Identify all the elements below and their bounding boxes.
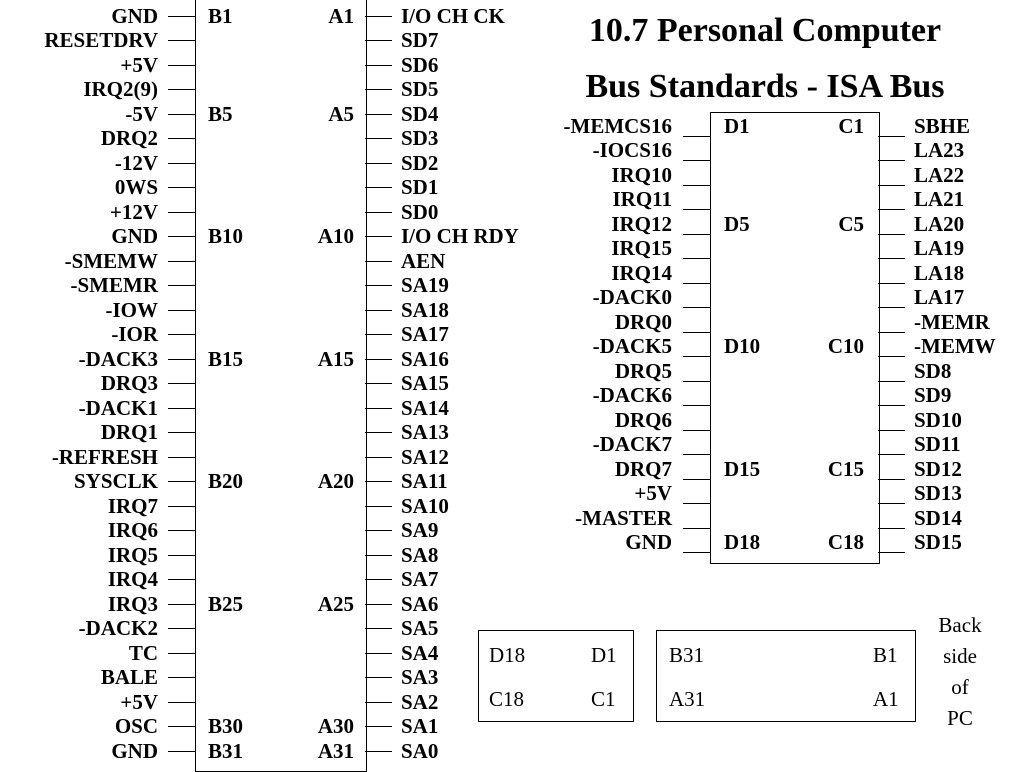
back-view-small-connector <box>478 630 634 722</box>
isa8-a-pin-line <box>365 310 392 311</box>
isa8-b-pin-line <box>168 261 195 262</box>
isa8-b-position-mark: B20 <box>208 469 244 493</box>
isa16-d-position-mark: D18 <box>724 530 761 554</box>
isa16-c-position-mark: C18 <box>827 530 864 554</box>
isa8-a-pin-line <box>365 89 392 90</box>
isa8-b-pin-label: IRQ3 <box>107 591 158 616</box>
isa8-b-pin-label: BALE <box>100 665 158 689</box>
isa8-a-pin-label: SA15 <box>401 371 449 395</box>
isa8-b-pin-line <box>168 40 195 41</box>
isa16-d-pin-label: -IOCS16 <box>592 138 672 162</box>
isa8-b-pin-line <box>168 751 195 752</box>
isa16-d-pin-label: GND <box>625 530 672 554</box>
isa8-a-position-mark: A5 <box>328 101 354 126</box>
isa16-d-pin-line <box>683 258 710 259</box>
isa8-a-pin-line <box>365 530 392 531</box>
isa8-a-pin-label: SD1 <box>401 175 439 199</box>
isa8-b-pin-label: -SMEMR <box>70 273 158 297</box>
isa8-b-pin-label: GND <box>111 3 158 28</box>
isa16-c-pin-line <box>878 136 905 137</box>
isa8-b-pin-line <box>168 432 195 433</box>
isa8-b-position-mark: B10 <box>208 224 244 248</box>
isa8-a-pin-label: SA1 <box>401 714 439 738</box>
isa16-d-pin-line <box>683 185 710 186</box>
isa16-c-pin-line <box>878 528 905 529</box>
isa8-a-pin-label: SA6 <box>401 591 439 616</box>
isa16-c-pin-line <box>878 430 905 431</box>
isa16-d-pin-line <box>683 405 710 406</box>
isa16-d-pin-label: DRQ7 <box>614 456 672 481</box>
isa16-d-pin-line <box>683 283 710 284</box>
isa16-d-pin-label: IRQ14 <box>611 260 672 285</box>
isa16-c-pin-label: SD14 <box>914 505 962 530</box>
isa8-b-pin-line <box>168 653 195 654</box>
isa16-c-position-mark: C1 <box>838 113 864 138</box>
isa16-d-pin-line <box>683 160 710 161</box>
isa8-b-pin-label: IRQ6 <box>107 518 158 542</box>
isa8-a-pin-line <box>365 506 392 507</box>
isa8-b-pin-line <box>168 65 195 66</box>
isa16-c-pin-label: SD9 <box>914 383 952 407</box>
isa8-a-pin-label: SA13 <box>401 420 449 444</box>
isa8-a-position-mark: A10 <box>317 224 354 248</box>
isa8-b-pin-line <box>168 555 195 556</box>
isa16-d-pin-label: IRQ10 <box>611 162 672 187</box>
isa8-a-pin-label: SA7 <box>401 567 439 591</box>
isa8-b-pin-label: -SMEMW <box>64 248 158 273</box>
back-large-bottom-left: A31 <box>669 687 706 711</box>
isa16-d-pin-label: -DACK0 <box>592 285 672 309</box>
isa8-b-pin-line <box>168 481 195 482</box>
isa8-a-pin-label: I/O CH RDY <box>401 224 519 248</box>
isa8-a-pin-label: SD5 <box>401 77 439 101</box>
isa8-a-pin-line <box>365 604 392 605</box>
isa16-d-pin-label: IRQ12 <box>611 211 672 236</box>
isa8-a-pin-line <box>365 702 392 703</box>
isa16-d-pin-line <box>683 356 710 357</box>
isa8-a-pin-line <box>365 579 392 580</box>
isa8-b-pin-line <box>168 604 195 605</box>
isa8-b-pin-line <box>168 628 195 629</box>
isa8-a-pin-label: SA17 <box>401 322 449 346</box>
isa8-a-pin-line <box>365 163 392 164</box>
isa16-c-pin-line <box>878 454 905 455</box>
back-large-top-right: B1 <box>873 643 898 667</box>
isa8-a-pin-label: SA14 <box>401 395 449 420</box>
isa16-c-position-mark: C15 <box>827 456 864 481</box>
isa8-b-pin-line <box>168 530 195 531</box>
isa8-b-pin-label: DRQ3 <box>100 371 158 395</box>
isa8-b-pin-label: -5V <box>125 101 158 126</box>
isa16-d-pin-label: DRQ0 <box>614 309 672 334</box>
isa8-b-pin-label: TC <box>128 640 158 665</box>
isa8-a-pin-label: SA18 <box>401 297 449 322</box>
isa16-d-pin-label: IRQ11 <box>612 187 672 211</box>
isa8-a-pin-label: SA9 <box>401 518 439 542</box>
isa8-b-pin-label: RESETDRV <box>44 28 158 52</box>
isa16-d-pin-line <box>683 479 710 480</box>
isa16-c-pin-line <box>878 283 905 284</box>
isa8-a-position-mark: A20 <box>317 469 354 493</box>
isa8-a-pin-label: SD6 <box>401 52 439 77</box>
back-view-large-connector <box>656 630 916 722</box>
isa8-a-pin-line <box>365 432 392 433</box>
isa8-a-pin-label: SD3 <box>401 126 439 150</box>
isa16-c-pin-label: LA17 <box>914 285 965 309</box>
isa16-d-pin-line <box>683 528 710 529</box>
isa8-a-pin-label: SA3 <box>401 665 439 689</box>
isa16-c-pin-line <box>878 503 905 504</box>
isa16-d-pin-line <box>683 136 710 137</box>
isa16-c-pin-label: LA22 <box>914 162 965 187</box>
isa16-d-pin-label: -DACK7 <box>592 432 672 456</box>
isa16-c-pin-label: LA21 <box>914 187 965 211</box>
isa16-c-pin-label: LA20 <box>914 211 965 236</box>
isa8-b-pin-label: +5V <box>120 52 158 77</box>
back-small-top-right: D1 <box>591 643 617 667</box>
isa8-a-pin-line <box>365 555 392 556</box>
isa8-b-pin-label: SYSCLK <box>73 469 158 493</box>
isa8-a-pin-label: SD4 <box>401 101 439 126</box>
isa8-b-pin-label: GND <box>111 224 158 248</box>
isa8-a-pin-line <box>365 726 392 727</box>
isa16-c-pin-line <box>878 258 905 259</box>
isa8-b-pin-label: -DACK1 <box>78 395 158 420</box>
isa16-d-pin-label: DRQ5 <box>614 358 672 383</box>
isa8-a-pin-line <box>365 334 392 335</box>
isa8-a-pin-line <box>365 236 392 237</box>
isa16-c-pin-label: SD12 <box>914 456 962 481</box>
isa16-c-pin-line <box>878 234 905 235</box>
caption-line: side <box>943 644 977 668</box>
isa8-b-pin-label: OSC <box>114 714 158 738</box>
isa8-b-pin-label: IRQ5 <box>107 542 158 567</box>
isa16-c-pin-line <box>878 479 905 480</box>
title-line-2: Bus Standards - ISA Bus <box>585 68 945 105</box>
isa8-b-pin-label: -REFRESH <box>51 444 158 469</box>
isa8-a-pin-label: SA4 <box>401 640 439 665</box>
isa8-a-pin-line <box>365 408 392 409</box>
isa16-d-position-mark: D5 <box>724 211 750 236</box>
isa8-b-pin-line <box>168 726 195 727</box>
isa8-a-pin-label: SA0 <box>401 738 439 763</box>
isa8-b-pin-line <box>168 383 195 384</box>
back-large-top-left: B31 <box>669 643 705 667</box>
isa8-a-pin-line <box>365 138 392 139</box>
isa8-b-pin-line <box>168 457 195 458</box>
isa8-a-pin-label: SD7 <box>401 28 439 52</box>
isa8-a-pin-line <box>365 114 392 115</box>
isa16-c-pin-line <box>878 307 905 308</box>
isa8-a-pin-line <box>365 212 392 213</box>
isa16-d-pin-line <box>683 332 710 333</box>
isa8-a-pin-line <box>365 457 392 458</box>
isa8-b-pin-line <box>168 579 195 580</box>
isa16-c-pin-line <box>878 209 905 210</box>
back-small-bottom-right: C1 <box>591 687 616 711</box>
isa8-a-pin-line <box>365 261 392 262</box>
back-side-caption <box>920 610 1000 734</box>
isa16-d-pin-line <box>683 209 710 210</box>
isa8-b-pin-line <box>168 702 195 703</box>
isa16-d-position-mark: D10 <box>724 334 761 358</box>
isa16-d-position-mark: D15 <box>724 456 761 481</box>
isa8-a-position-mark: A15 <box>317 346 354 371</box>
isa16-c-position-mark: C5 <box>838 211 864 236</box>
isa16-d-pin-line <box>683 503 710 504</box>
isa8-a-pin-line <box>365 628 392 629</box>
isa16-c-pin-line <box>878 185 905 186</box>
isa8-a-pin-line <box>365 383 392 384</box>
isa8-a-pin-label: SD2 <box>401 150 439 175</box>
isa8-b-pin-line <box>168 138 195 139</box>
title-line-1: 10.7 Personal Computer <box>588 12 942 49</box>
isa8-a-pin-line <box>365 677 392 678</box>
isa8-b-pin-line <box>168 285 195 286</box>
isa8-b-pin-line <box>168 506 195 507</box>
isa8-b-pin-label: -DACK3 <box>78 346 158 371</box>
isa8-a-pin-line <box>365 40 392 41</box>
isa16-d-pin-line <box>683 234 710 235</box>
isa8-a-pin-line <box>365 187 392 188</box>
isa8-b-pin-label: DRQ1 <box>100 420 158 444</box>
isa16-d-pin-line <box>683 307 710 308</box>
isa8-a-pin-line <box>365 481 392 482</box>
back-large-bottom-right: A1 <box>873 687 899 711</box>
isa8-b-pin-label: 0WS <box>114 175 158 199</box>
isa8-a-pin-label: SA8 <box>401 542 439 567</box>
isa16-d-pin-label: -DACK5 <box>592 334 672 358</box>
isa8-a-pin-line <box>365 653 392 654</box>
isa8-b-position-mark: B5 <box>208 101 233 126</box>
isa8-a-pin-line <box>365 359 392 360</box>
isa8-b-position-mark: B25 <box>208 591 244 616</box>
isa8-b-pin-line <box>168 677 195 678</box>
isa8-b-pin-line <box>168 408 195 409</box>
isa16-c-pin-label: SD8 <box>914 358 952 383</box>
isa8-b-pin-line <box>168 334 195 335</box>
isa16-c-pin-label: LA19 <box>914 236 965 260</box>
isa16-c-pin-label: SD11 <box>914 432 961 456</box>
isa8-b-pin-label: +5V <box>120 689 158 714</box>
isa16-d-pin-line <box>683 381 710 382</box>
isa8-a-pin-line <box>365 16 392 17</box>
isa16-d-pin-line <box>683 552 710 553</box>
isa16-c-pin-line <box>878 381 905 382</box>
isa16-c-pin-label: SD15 <box>914 530 962 554</box>
isa8-a-pin-label: SA2 <box>401 689 439 714</box>
isa8-b-pin-line <box>168 89 195 90</box>
isa8-b-pin-line <box>168 236 195 237</box>
isa8-b-position-mark: B15 <box>208 346 244 371</box>
isa8-b-position-mark: B1 <box>208 3 233 28</box>
isa8-b-position-mark: B31 <box>208 738 244 763</box>
isa8-b-pin-label: GND <box>111 738 158 763</box>
isa8-a-position-mark: A1 <box>328 3 354 28</box>
isa8-b-pin-label: -IOW <box>105 297 158 322</box>
isa16-c-pin-label: SD13 <box>914 481 962 505</box>
isa8-a-pin-label: I/O CH CK <box>401 3 505 28</box>
isa8-b-pin-label: +12V <box>109 199 158 224</box>
caption-line: PC <box>947 706 973 730</box>
isa8-a-position-mark: A31 <box>317 738 354 763</box>
isa16-d-pin-label: DRQ6 <box>614 407 672 432</box>
isa8-b-pin-line <box>168 212 195 213</box>
isa16-c-pin-line <box>878 356 905 357</box>
isa8-b-pin-line <box>168 359 195 360</box>
isa8-b-pin-label: DRQ2 <box>100 126 158 150</box>
isa8-b-pin-line <box>168 163 195 164</box>
isa16-d-position-mark: D1 <box>724 113 750 138</box>
isa8-a-pin-line <box>365 751 392 752</box>
isa8-a-pin-label: SA16 <box>401 346 449 371</box>
isa16-d-pin-line <box>683 454 710 455</box>
isa8-a-position-mark: A30 <box>317 714 354 738</box>
caption-line: of <box>951 675 969 699</box>
isa8-a-pin-label: SD0 <box>401 199 439 224</box>
isa16-c-pin-line <box>878 552 905 553</box>
isa16-d-pin-label: -MEMCS16 <box>563 113 672 138</box>
isa16-c-pin-label: LA18 <box>914 260 965 285</box>
isa16-c-pin-line <box>878 160 905 161</box>
isa16-d-pin-line <box>683 430 710 431</box>
isa16-c-pin-label: LA23 <box>914 138 965 162</box>
isa16-c-position-mark: C10 <box>827 334 864 358</box>
isa8-b-pin-line <box>168 187 195 188</box>
isa8-b-pin-line <box>168 16 195 17</box>
isa8-a-pin-label: AEN <box>401 248 446 273</box>
back-small-bottom-left: C18 <box>489 687 525 711</box>
isa8-b-pin-line <box>168 310 195 311</box>
isa16-c-pin-label: -MEMW <box>914 334 996 358</box>
back-small-top-left: D18 <box>489 643 526 667</box>
isa8-a-position-mark: A25 <box>317 591 354 616</box>
isa8-a-pin-label: SA10 <box>401 493 449 518</box>
isa8-b-pin-label: IRQ2(9) <box>83 77 158 101</box>
isa8-b-position-mark: B30 <box>208 714 244 738</box>
isa16-d-pin-label: +5V <box>634 481 672 505</box>
isa16-d-pin-label: -DACK6 <box>592 383 672 407</box>
isa16-c-pin-label: SD10 <box>914 407 962 432</box>
isa8-b-pin-line <box>168 114 195 115</box>
isa8-a-pin-label: SA19 <box>401 273 449 297</box>
isa8-b-pin-label: IRQ4 <box>107 567 158 591</box>
isa16-d-pin-label: -MASTER <box>575 505 672 530</box>
isa8-a-pin-line <box>365 285 392 286</box>
isa16-c-pin-label: SBHE <box>914 113 971 138</box>
isa8-a-pin-line <box>365 65 392 66</box>
isa16-c-pin-line <box>878 332 905 333</box>
isa16-d-pin-label: IRQ15 <box>611 236 672 260</box>
isa8-a-pin-label: SA12 <box>401 444 449 469</box>
isa16-c-pin-line <box>878 405 905 406</box>
isa8-a-pin-label: SA11 <box>401 469 448 493</box>
isa8-b-pin-label: IRQ7 <box>107 493 158 518</box>
isa8-b-pin-label: -IOR <box>111 322 158 346</box>
caption-line: Back <box>938 613 982 637</box>
isa16-c-pin-label: -MEMR <box>914 309 990 334</box>
isa8-b-pin-label: -12V <box>114 150 158 175</box>
isa8-a-pin-label: SA5 <box>401 616 439 640</box>
isa8-b-pin-label: -DACK2 <box>78 616 158 640</box>
